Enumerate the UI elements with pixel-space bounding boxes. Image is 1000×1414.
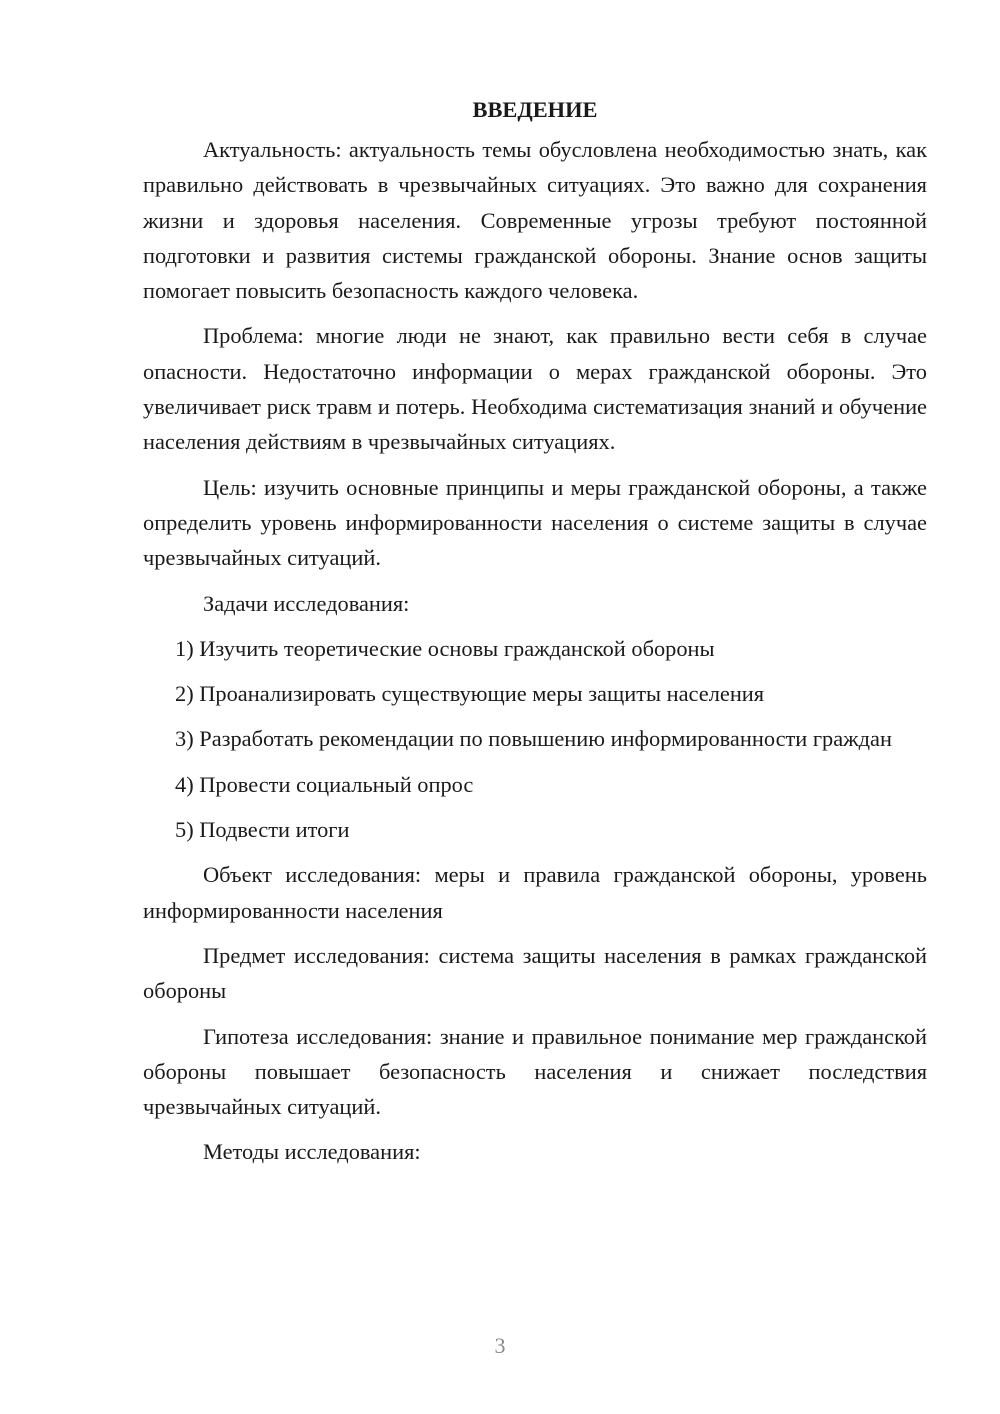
tasks-title: Задачи исследования:: [203, 590, 410, 616]
page-number: 3: [494, 1333, 506, 1358]
object-paragraph: Объект исследования: меры и правила гражданской обороны, уровень информированности населения: [143, 862, 927, 923]
page-content: [143, 92, 927, 1180]
relevance-paragraph: Актуальность: актуальность темы обусловлена необходимостью знать, как правильно действовать в чрезвычайных ситуациях. Это важно для сохранения жизни и здоровья населения. Современные угрозы требуют постоянной подготовки и развития системы гражданской обороны. Знание основ защиты помогает повысить безопасность каждого человека.: [143, 137, 927, 304]
subject-paragraph: Предмет исследования: система защиты населения в рамках гражданской обороны: [143, 942, 927, 1004]
goal-paragraph: Цель: изучить основные принципы и меры гражданской обороны, а также определить уровень информированности населения о системе защиты в случае чрезвычайных ситуаций.: [143, 474, 927, 571]
task-item: 3) Разработать рекомендации по повышению информированности граждан: [175, 726, 892, 752]
task-item: 5) Подвести итоги: [175, 817, 350, 843]
problem-paragraph: Проблема: многие люди не знают, как правильно вести себя в случае опасности. Недостаточно информации о мерах гражданской обороны. Это увеличивает риск травм и потерь. Необходима систематизация знаний и обучение населения действиям в чрезвычайных ситуациях.: [143, 323, 927, 455]
section-heading: ВВЕДЕНИЕ: [472, 97, 598, 122]
methods-title: Методы исследования:: [203, 1139, 421, 1165]
task-item: 4) Провести социальный опрос: [175, 771, 474, 797]
task-item: 2) Проанализировать существующие меры защиты населения: [175, 681, 765, 707]
task-item: 1) Изучить теоретические основы гражданской обороны: [175, 635, 715, 661]
hypothesis-paragraph: Гипотеза исследования: знание и правильное понимание мер гражданской обороны повышает безопасность населения и снижает последствия чрезвычайных ситуаций.: [143, 1023, 927, 1120]
